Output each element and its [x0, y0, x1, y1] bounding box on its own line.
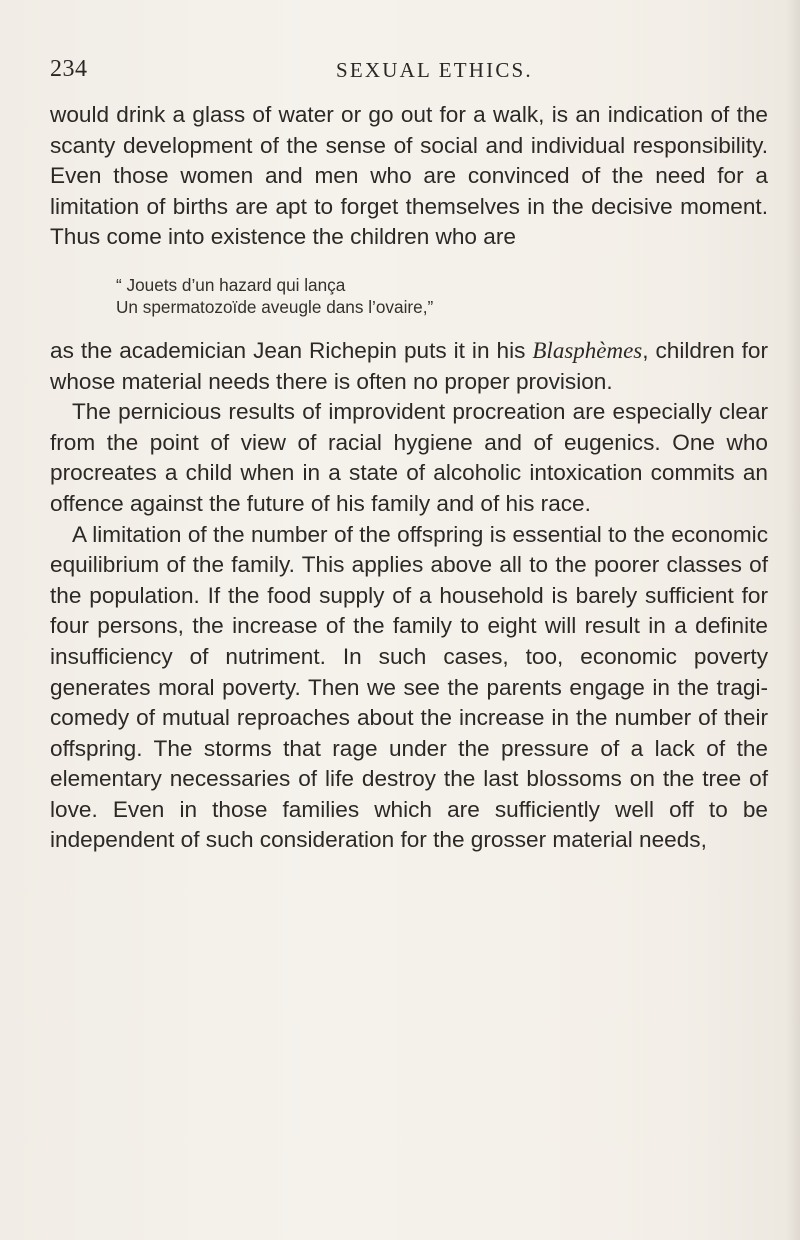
quote-line-1: “ Jouets d’un hazard qui lança [116, 274, 346, 295]
paragraph-4: A limitation of the number of the offspring is essential to the economic equilibrium of the family. This applies above all to the poorer classes of the population. If the food supply of a household is barely sufficient for four persons, the increase of the family to eight will result in a definite insufficiency of nutriment. In such cases, too, economic poverty generates moral poverty. Then we see the parents engage in the tragi-comedy of mutual reproaches about the increase in the number of their offspring. The storms that rage under the pressure of a lack of the elementary necessaries of life destroy the last blossoms on the tree of love. Even in those families which are sufficiently well off to be independent of such consideration for the grosser material needs, [50, 521, 768, 853]
paragraph-1: would drink a glass of water or go out for a walk, is an indication of the scanty development of the sense of social and individual responsibility. Even those women and men who are convinced of the need for a limitation of births are apt to forget themselves in the decisive moment. Thus come into existence the children who are [50, 102, 768, 250]
quote-line-2: Un spermatozoïde aveugle dans l’ovaire,” [116, 296, 434, 317]
running-title: SEXUAL ETHICS. [336, 58, 533, 82]
body-text [50, 100, 768, 856]
page-number: 234 [50, 56, 88, 82]
page-edge-shadow [786, 0, 800, 1240]
paragraph-2-start: as the academician Jean Richepin puts it in his [50, 337, 533, 363]
paragraph-3: The pernicious results of improvident procreation are especially clear from the point of view of racial hygiene and of eugenics. One who procreates a child when in a state of alcoholic intoxication commits an offence against the future of his family and of his race. [50, 399, 768, 516]
paragraph-2-end: , children for whose material needs there is often no proper provision. [50, 337, 768, 394]
verse-quotation [116, 274, 768, 318]
running-head [50, 56, 760, 86]
paragraph-2 [50, 336, 768, 397]
book-title-blasphemes: Blasphèmes [532, 337, 643, 363]
